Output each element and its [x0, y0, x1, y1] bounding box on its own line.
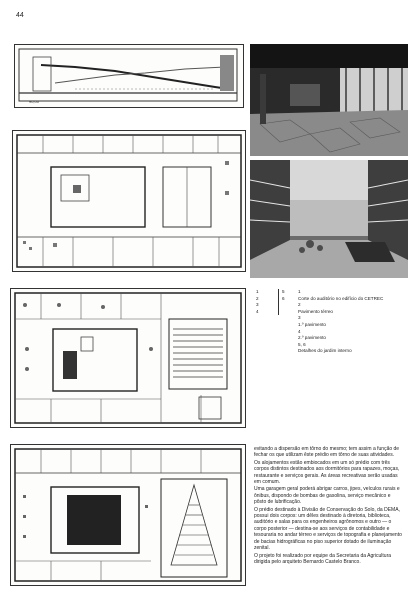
- first-floor-plan-drawing: [10, 288, 246, 428]
- legend-number: 6: [282, 295, 285, 301]
- courtyard-photo-1: [250, 44, 408, 156]
- courtyard-photo-2: [250, 160, 408, 278]
- auditorium-section-drawing: [14, 44, 244, 108]
- article-body-text: [254, 446, 404, 566]
- body-paragraph: evitando a dispersão em tôrno do mesmo; tem assim a função de fechar os que utilizam êste prédio em tôrno de suas atividades.: [254, 446, 400, 459]
- page-number: 44: [16, 12, 24, 19]
- legend-numbers-left: [256, 289, 279, 315]
- legend-caption: Detalhes do jardim interno: [298, 348, 352, 354]
- body-paragraph: Os alojamentos estão embiocados em um só prédio com três corpos distintos destinados aos dormitórios para rapazes, moças, restaurante e serviços gerais. As áreas recreativas serão usadas em comum.: [254, 459, 400, 486]
- body-paragraph: Uma garagem geral poderá abrigar carros, jipes, veículos rurais e ônibus, dispondo de bombas de gasolina, serviço mecânico e pôsto de lubrificação.: [254, 486, 400, 506]
- body-paragraph: O prédio destinado à Divisão de Conservação do Solo, da DEMA, possui dois corpos: um dêles destinado à diretoria, biblioteca, auditório e salas para os engenheiros agrônomos e outro — o corpo posterior — destina-se aos serviços de contabilidade e tesouraria no andar térreo e serviços de topografia e planejamento de bacias hidrográficas no piso superior dotado de iluminação zenital.: [254, 506, 402, 552]
- legend-caption: Corte do auditório no edifício do CETREC: [298, 295, 384, 301]
- legend-number: 5: [282, 289, 285, 294]
- legend-number: 4: [256, 308, 259, 314]
- legend-numbers-right: [282, 289, 292, 302]
- legend-number: 2: [256, 295, 259, 301]
- legend-caption: 1.º pavimento: [298, 321, 326, 327]
- second-floor-plan-drawing: [10, 444, 246, 586]
- legend-caption: 5, 6: [298, 341, 306, 347]
- legend-caption: 2: [298, 302, 301, 308]
- legend-captions: [298, 289, 408, 355]
- legend-number: 1: [256, 289, 259, 294]
- legend-caption: 1: [298, 289, 301, 294]
- legend-caption: 2.º pavimento: [298, 335, 326, 341]
- legend-caption: Pavimento térreo: [298, 308, 333, 314]
- legend-caption: 3: [298, 315, 301, 321]
- legend-caption: 4: [298, 328, 301, 334]
- ground-floor-plan-drawing: [12, 130, 246, 272]
- svg-text:±0,00: ±0,00: [29, 99, 39, 104]
- body-paragraph: O projeto foi realizado por equipe da Secretaria da Agricultura dirigida pelo arquiteto Bernardo Castelo Branco.: [254, 552, 392, 565]
- legend-number: 3: [256, 302, 259, 308]
